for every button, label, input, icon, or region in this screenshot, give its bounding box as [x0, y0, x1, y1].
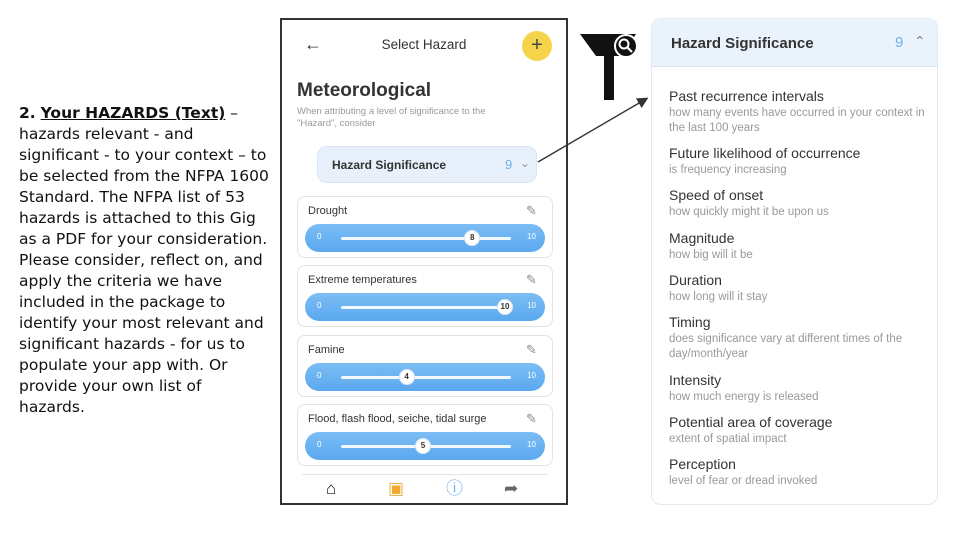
panel-header[interactable]: [652, 19, 937, 67]
significance-label: Hazard Significance: [332, 158, 447, 172]
criterion-description: level of fear or dread invoked: [669, 475, 818, 487]
criterion-description: is frequency increasing: [669, 164, 787, 176]
criterion-item: [669, 272, 929, 305]
slider-knob[interactable]: 8: [464, 230, 480, 246]
slider-max: 10: [527, 440, 536, 449]
criterion-title: Timing: [669, 314, 711, 330]
criterion-description: how long will it stay: [669, 291, 768, 303]
panel-title: Hazard Significance: [671, 35, 814, 52]
category-title: Meteorological: [297, 80, 432, 101]
intro-heading: Your HAZARDS (Text): [40, 104, 226, 122]
edit-hazard-icon[interactable]: ✎: [526, 411, 537, 426]
criterion-item: [669, 456, 929, 489]
info-icon[interactable]: ⓘ: [446, 479, 463, 498]
criterion-title: Perception: [669, 456, 736, 472]
criterion-title: Intensity: [669, 372, 722, 388]
panel-count: 9: [895, 34, 904, 51]
criterion-item: [669, 88, 929, 136]
hazard-name: Drought: [308, 205, 348, 217]
criterion-title: Duration: [669, 272, 722, 288]
slider-knob[interactable]: 4: [399, 369, 415, 385]
hazard-significance-panel: [651, 18, 938, 505]
add-hazard-button[interactable]: +: [522, 31, 552, 61]
document-icon[interactable]: ▣: [388, 479, 405, 498]
category-hint: When attributing a level of significance to the "Hazard", consider: [297, 106, 486, 129]
criterion-description: extent of spatial impact: [669, 433, 787, 445]
edit-hazard-icon[interactable]: ✎: [526, 342, 537, 357]
hazard-name: Flood, flash flood, seiche, tidal surge: [308, 413, 487, 425]
criterion-title: Future likelihood of occurrence: [669, 145, 861, 161]
criterion-item: [669, 230, 929, 263]
criterion-description: how many events have occurred in your context in the last 100 years: [669, 107, 925, 134]
criterion-title: Past recurrence intervals: [669, 88, 824, 104]
chevron-down-icon: ⌄: [520, 156, 531, 170]
criterion-description: how quickly might it be upon us: [669, 206, 829, 218]
intro-body: – hazards relevant - and significant - to your context – to be selected from the NFPA 1600 Standard. The NFPA list of 53 hazards is attached to this Gig as a PDF for your consideration. Please consider, reflect on, and apply the criteria we have included in the package to identify your most relevant and significant hazards - for us to populate your app with. Or provide your own list of hazards.: [19, 104, 269, 416]
slider-knob[interactable]: 5: [415, 438, 431, 454]
share-icon[interactable]: ➦: [504, 479, 519, 498]
slider-min: 0: [317, 232, 322, 241]
page-title: Select Hazard: [381, 37, 467, 52]
home-icon[interactable]: ⌂: [326, 479, 337, 498]
criterion-title: Magnitude: [669, 230, 735, 246]
criterion-description: how much energy is released: [669, 391, 819, 403]
slider-min: 0: [317, 440, 322, 449]
slider-max: 10: [527, 371, 536, 380]
criterion-item: [669, 372, 929, 405]
slider-max: 10: [527, 232, 536, 241]
criterion-item: [669, 145, 929, 178]
criterion-item: [669, 414, 929, 447]
back-arrow-icon[interactable]: ←: [304, 34, 322, 54]
chevron-up-icon[interactable]: ⌃: [914, 33, 926, 49]
criterion-item: [669, 187, 929, 220]
edit-hazard-icon[interactable]: ✎: [526, 203, 537, 218]
criterion-description: how big will it be: [669, 249, 753, 261]
criterion-title: Speed of onset: [669, 187, 764, 203]
intro-number: 2.: [19, 104, 36, 122]
criterion-description: does significance vary at different times of the day/month/year: [669, 333, 903, 360]
hazard-name: Famine: [308, 344, 345, 356]
slider-knob[interactable]: 10: [497, 299, 513, 315]
edit-hazard-icon[interactable]: ✎: [526, 272, 537, 287]
criterion-item: [669, 314, 929, 362]
criterion-title: Potential area of coverage: [669, 414, 833, 430]
significance-count: 9: [505, 157, 513, 172]
slider-min: 0: [317, 301, 322, 310]
slider-max: 10: [527, 301, 536, 310]
slider-min: 0: [317, 371, 322, 380]
hazard-name: Extreme temperatures: [308, 274, 417, 286]
